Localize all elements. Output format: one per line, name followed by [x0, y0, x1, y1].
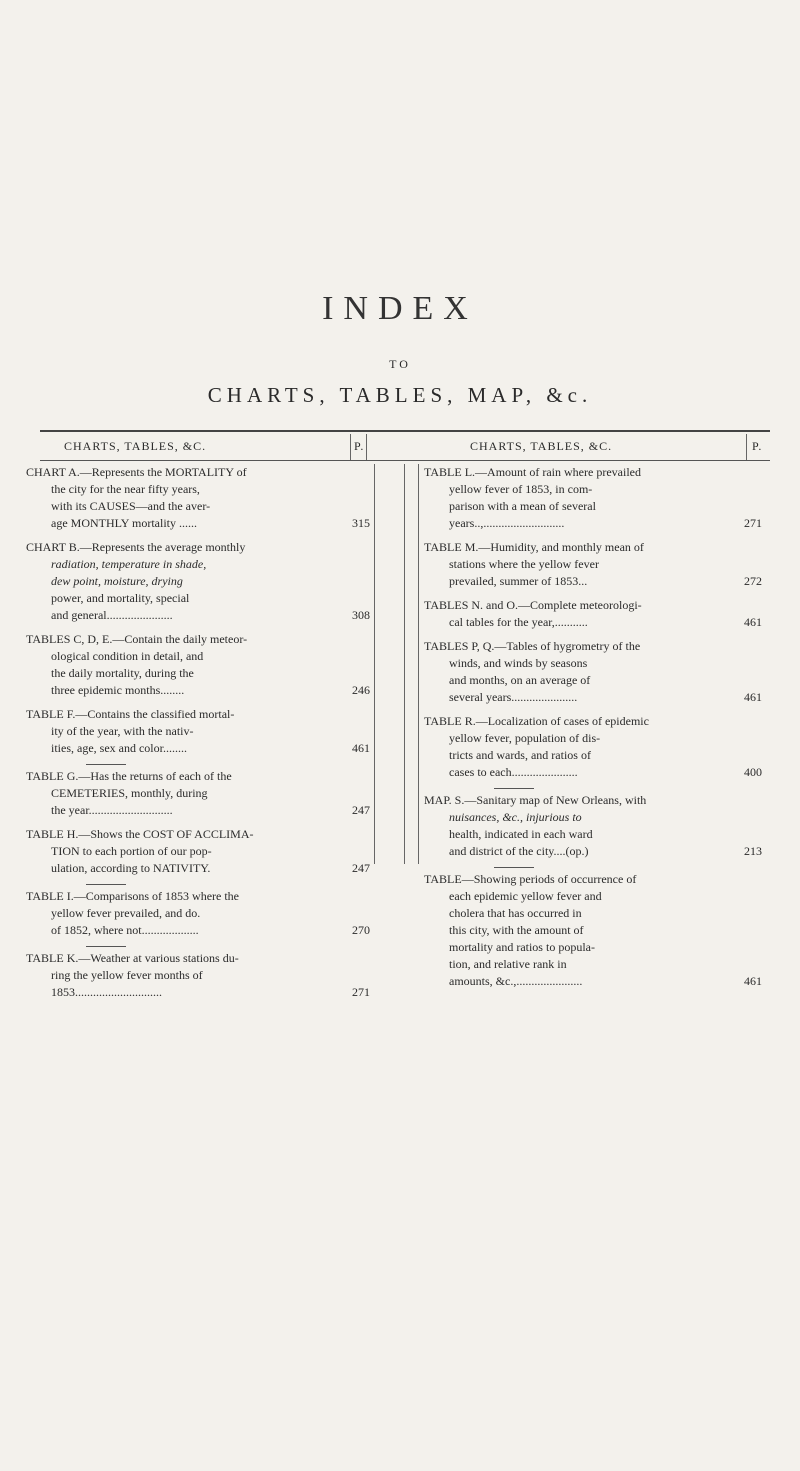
- column-divider: [404, 464, 405, 864]
- index-entry: [26, 464, 380, 532]
- index-entry: [26, 706, 380, 757]
- entry-line: TABLES N. and O.—Complete meteorologi-: [424, 598, 642, 612]
- entry-line: cases to each......................: [449, 765, 578, 779]
- entry-line: yellow fever prevailed, and do.: [51, 906, 201, 920]
- entry-line: TABLES P, Q.—Tables of hygrometry of the: [424, 639, 641, 653]
- header-divider-right: [746, 434, 747, 460]
- column-divider-inner: [418, 464, 419, 864]
- index-entry: [424, 539, 770, 590]
- entry-line: the city for the near fifty years,: [51, 482, 200, 496]
- page-number: 270: [352, 923, 370, 937]
- page-number: 461: [744, 974, 762, 988]
- index-entry: [26, 950, 380, 1001]
- entry-line: TABLE—Showing periods of occurrence of: [424, 872, 637, 886]
- header-rule: [40, 460, 770, 461]
- entry-line: tricts and wards, and ratios of: [449, 748, 591, 762]
- page-number: 315: [352, 516, 370, 530]
- entry-line: tion, and relative rank in: [449, 957, 567, 971]
- left-column: [26, 464, 380, 1008]
- page-subtitle: CHARTS, TABLES, MAP, &c.: [207, 383, 593, 407]
- entry-line: TABLE M.—Humidity, and monthly mean of: [424, 540, 644, 554]
- header-divider-left: [350, 434, 351, 460]
- entry-line: with its CAUSES—and the aver-: [51, 499, 211, 513]
- page-title: INDEX: [322, 290, 478, 327]
- entry-line: the daily mortality, during the: [51, 666, 194, 680]
- right-column: [424, 464, 770, 997]
- page-number: 246: [352, 683, 370, 697]
- page-number: 461: [744, 690, 762, 704]
- entry-line: CHART B.—Represents the average monthly: [26, 540, 246, 554]
- entry-line: dew point, moisture, drying: [51, 574, 183, 588]
- index-entry: [424, 464, 770, 532]
- entry-line: mortality and ratios to popula-: [449, 940, 595, 954]
- separator-rule: [494, 788, 534, 789]
- entry-line: ring the yellow fever months of: [51, 968, 203, 982]
- entry-line: cholera that has occurred in: [449, 906, 582, 920]
- entry-line: ological condition in detail, and: [51, 649, 204, 663]
- entry-line: TION to each portion of our pop-: [51, 844, 212, 858]
- page-subtitle-to: TO: [389, 357, 411, 371]
- entry-line: health, indicated in each ward: [449, 827, 593, 841]
- entry-line: this city, with the amount of: [449, 923, 584, 937]
- entry-line: of 1852, where not...................: [51, 923, 199, 937]
- index-entry: [424, 713, 770, 781]
- page-number: 247: [352, 861, 370, 875]
- entry-line: TABLES C, D, E.—Contain the daily meteor-: [26, 632, 248, 646]
- right-column-header: CHARTS, TABLES, &C.: [470, 439, 613, 453]
- page-number: 271: [744, 516, 762, 530]
- entry-line: nuisances, &c., injurious to: [449, 810, 582, 824]
- entry-line: and months, on an average of: [449, 673, 591, 687]
- entry-line: and district of the city....(op.): [449, 844, 589, 858]
- entry-line: TABLE F.—Contains the classified mortal-: [26, 707, 235, 721]
- entry-line: the year............................: [51, 803, 173, 817]
- entry-line: MAP. S.—Sanitary map of New Orleans, with: [424, 793, 647, 807]
- separator-rule: [86, 764, 126, 765]
- entry-line: ities, age, sex and color........: [51, 741, 187, 755]
- index-entry: [26, 888, 380, 939]
- index-entry: [26, 539, 380, 624]
- entry-line: cal tables for the year,...........: [449, 615, 588, 629]
- entry-line: yellow fever, population of dis-: [449, 731, 601, 745]
- entry-line: age MONTHLY mortality ......: [51, 516, 197, 530]
- left-column-header: CHARTS, TABLES, &C.: [64, 439, 207, 453]
- page-number: 461: [352, 741, 370, 755]
- entry-line: TABLE H.—Shows the COST OF ACCLIMA-: [26, 827, 254, 841]
- right-page-header: P.: [752, 439, 763, 453]
- entry-line: winds, and winds by seasons: [449, 656, 588, 670]
- index-entry: [424, 638, 770, 706]
- entry-line: prevailed, summer of 1853...: [449, 574, 588, 588]
- index-entry: [26, 631, 380, 699]
- separator-rule: [86, 884, 126, 885]
- entry-line: stations where the yellow fever: [449, 557, 599, 571]
- entry-line: TABLE L.—Amount of rain where prevailed: [424, 465, 641, 479]
- entry-line: radiation, temperature in shade,: [51, 557, 207, 571]
- entry-line: amounts, &c.,......................: [449, 974, 583, 988]
- entry-line: each epidemic yellow fever and: [449, 889, 602, 903]
- entry-line: and general......................: [51, 608, 173, 622]
- separator-rule: [494, 867, 534, 868]
- entry-line: parison with a mean of several: [449, 499, 596, 513]
- page-number: 271: [352, 985, 370, 999]
- page-number: 272: [744, 574, 762, 588]
- entry-line: several years......................: [449, 690, 578, 704]
- entry-line: yellow fever of 1853, in com-: [449, 482, 593, 496]
- entry-line: three epidemic months........: [51, 683, 185, 697]
- entry-line: TABLE I.—Comparisons of 1853 where the: [26, 889, 239, 903]
- index-entry: [424, 871, 770, 990]
- index-entry: [424, 597, 770, 631]
- entry-line: TABLE G.—Has the returns of each of the: [26, 769, 232, 783]
- entry-line: years..,...........................: [449, 516, 565, 530]
- entry-line: 1853.............................: [51, 985, 162, 999]
- page-number: 247: [352, 803, 370, 817]
- separator-rule: [86, 946, 126, 947]
- entry-line: ulation, according to NATIVITY.: [51, 861, 211, 875]
- entry-line: ity of the year, with the nativ-: [51, 724, 194, 738]
- page-number: 400: [744, 765, 762, 779]
- index-entry: [26, 826, 380, 877]
- header-divider-mid: [366, 434, 367, 460]
- page-number: 461: [744, 615, 762, 629]
- entry-line: TABLE K.—Weather at various stations du-: [26, 951, 239, 965]
- entry-line: TABLE R.—Localization of cases of epidemic: [424, 714, 649, 728]
- page-number: 308: [352, 608, 370, 622]
- index-entry: [424, 792, 770, 860]
- left-page-header: P.: [354, 439, 365, 453]
- entry-line: power, and mortality, special: [51, 591, 190, 605]
- index-entry: [26, 768, 380, 819]
- page-number: 213: [744, 844, 762, 858]
- top-rule: [40, 430, 770, 432]
- entry-line: CHART A.—Represents the MORTALITY of: [26, 465, 247, 479]
- entry-line: CEMETERIES, monthly, during: [51, 786, 208, 800]
